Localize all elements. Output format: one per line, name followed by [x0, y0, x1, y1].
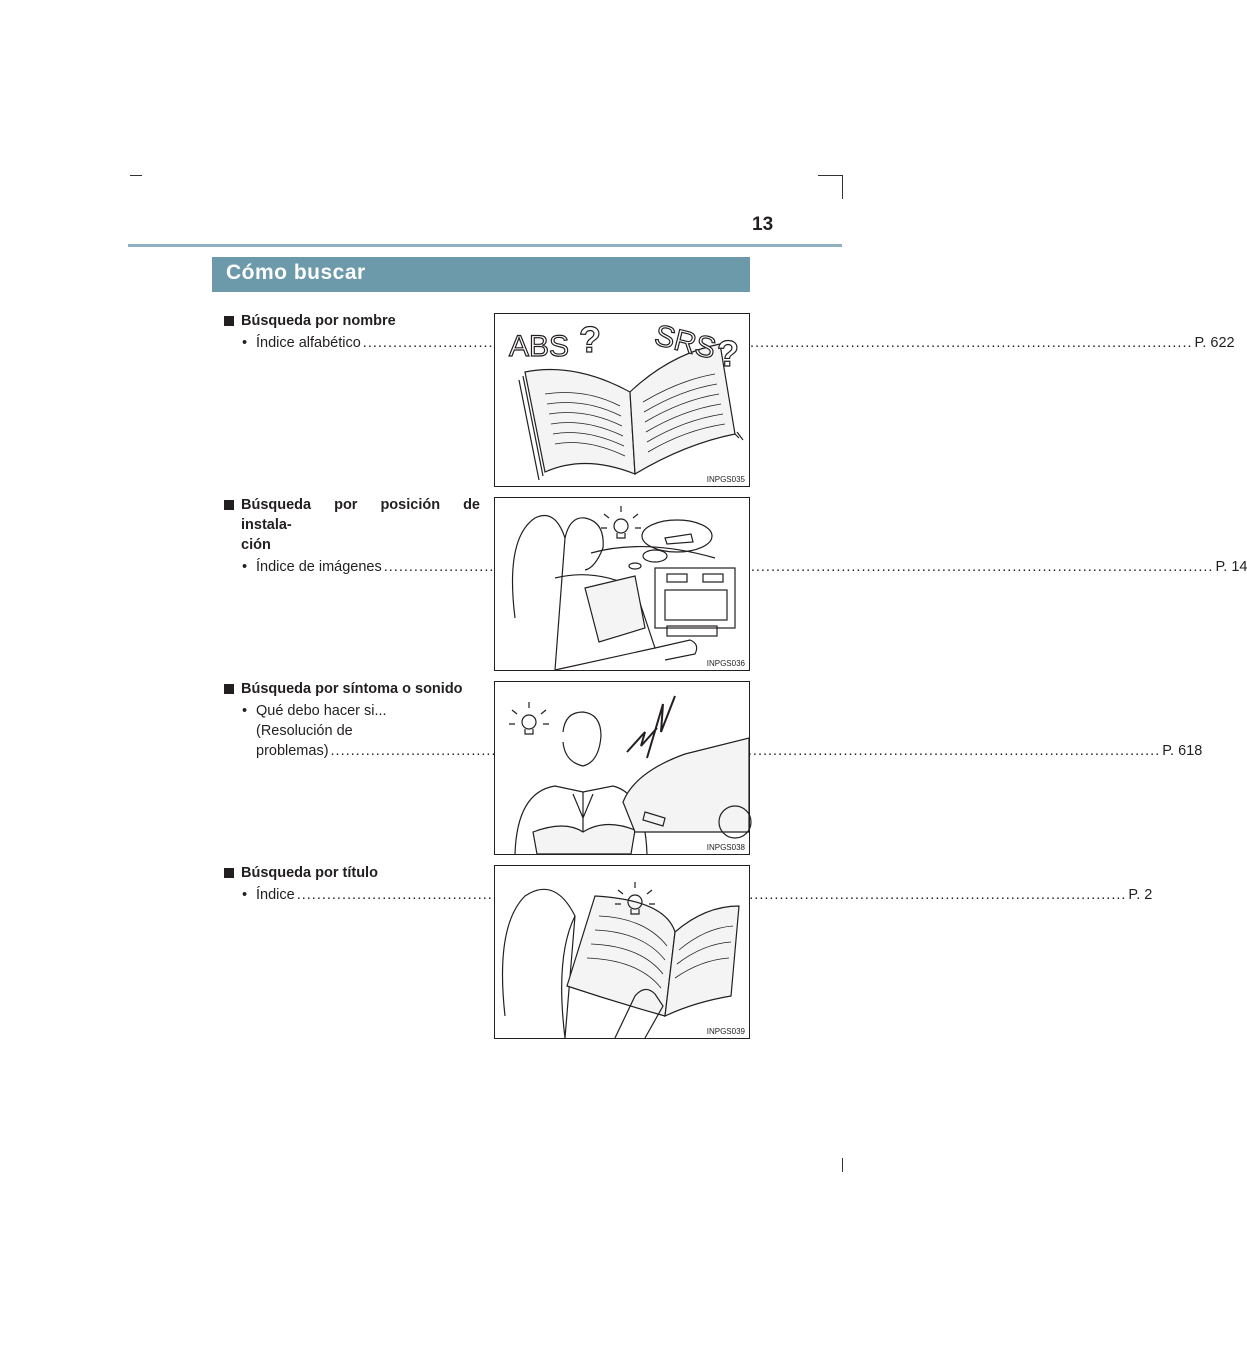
- page-reference[interactable]: P. 622: [1194, 335, 1235, 351]
- driver-illustration: [495, 498, 749, 670]
- page-number: 13: [752, 214, 774, 235]
- figure-driver-reading: [494, 497, 750, 671]
- section-title: Cómo buscar: [226, 261, 366, 284]
- square-bullet-icon: [224, 868, 234, 878]
- lightbulb-icon: [601, 506, 641, 538]
- figure-open-book-abs-srs: [494, 313, 750, 487]
- section-search-by-title: [224, 863, 1153, 905]
- list-item: [224, 701, 1203, 761]
- open-book-illustration: [495, 314, 749, 486]
- figure-code: INPGS035: [706, 475, 745, 484]
- header-rule: [128, 244, 842, 247]
- lightbulb-icon: [509, 702, 549, 734]
- leader-dots: [363, 333, 1193, 353]
- item-label: problemas): [256, 743, 329, 759]
- list-item: [224, 885, 1153, 905]
- square-bullet-icon: [224, 500, 234, 510]
- figure-code: INPGS038: [706, 843, 745, 852]
- figure-code: INPGS039: [706, 1027, 745, 1036]
- srs-label: SRS: [651, 318, 720, 366]
- figure-index-title: [494, 865, 750, 1039]
- square-bullet-icon: [224, 316, 234, 326]
- crop-mark: [130, 175, 142, 176]
- square-bullet-icon: [224, 684, 234, 694]
- item-line: (Resolución de: [256, 723, 353, 739]
- figure-symptom-sound: [494, 681, 750, 855]
- section-heading: Búsqueda por título: [224, 863, 480, 883]
- section-heading: Búsqueda por posición de instala- ción: [224, 495, 480, 555]
- figure-code: INPGS036: [706, 659, 745, 668]
- page-reference[interactable]: P. 14: [1215, 559, 1247, 575]
- item-label: Índice: [256, 887, 295, 903]
- bullet-icon: •: [242, 703, 248, 719]
- section-search-by-position: [224, 495, 1247, 577]
- index-illustration: [495, 866, 749, 1038]
- section-heading: Búsqueda por síntoma o sonido: [224, 679, 480, 699]
- question-mark-right: ?: [717, 333, 739, 374]
- abs-label: ABS: [509, 330, 570, 363]
- section-search-by-symptom: [224, 679, 1203, 761]
- question-mark-left: ?: [579, 319, 601, 360]
- bullet-icon: •: [242, 335, 248, 351]
- bullet-icon: •: [242, 887, 248, 903]
- section-title-bar: [212, 257, 750, 292]
- crop-mark: [842, 175, 843, 199]
- item-line: Qué debo hacer si...: [256, 703, 387, 719]
- crop-mark: [818, 175, 842, 176]
- symptom-illustration: [495, 682, 749, 854]
- page-reference[interactable]: P. 618: [1162, 743, 1203, 759]
- bullet-icon: •: [242, 559, 248, 575]
- crop-mark: [842, 1158, 843, 1172]
- item-label: Índice de imágenes: [256, 559, 382, 575]
- item-label: Índice alfabético: [256, 335, 361, 351]
- list-item: [224, 557, 1247, 577]
- section-heading: Búsqueda por nombre: [224, 311, 480, 331]
- page-reference[interactable]: P. 2: [1128, 887, 1153, 903]
